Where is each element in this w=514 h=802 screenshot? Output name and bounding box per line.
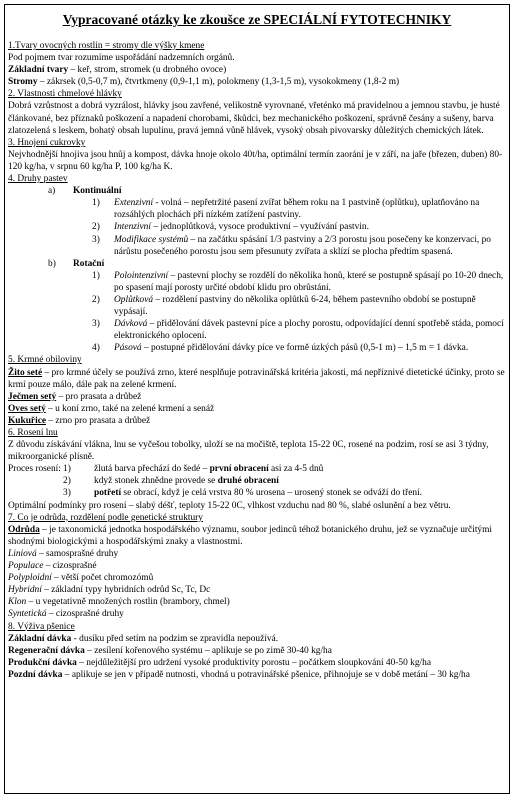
document-page [4, 4, 510, 794]
item-term: Polointenzivní [114, 270, 169, 281]
list-item [8, 560, 506, 572]
item-term: Dávková [114, 319, 148, 330]
process-step [8, 475, 506, 487]
section-1-line-2 [8, 64, 506, 76]
item-term: Kukuřice [8, 415, 47, 426]
item-term: Základní dávka [8, 633, 72, 644]
section-2-heading: 2. Vlastnosti chmelové hlávky [8, 89, 122, 100]
list-item [8, 645, 506, 657]
process-step [8, 463, 506, 475]
item-term: Oplůtková [114, 294, 154, 305]
item-number: 1) [92, 270, 100, 281]
item-desc: – samosprašné druhy [36, 548, 119, 559]
item-term: Pozdní dávka [8, 669, 63, 680]
item-desc: – na začátku spásání 1/3 pastviny a 2/3 porostu jsou posečeny ke konzervaci, po nárůstu posečeného porostu jsou sem přesunuty zvířata a sklízí se plocha předtím spasená. [114, 234, 491, 257]
item-desc: - volná – nepřetržité pasení zvířat během roku na 1 pastvině (oplůtku), uplatňováno na rozsáhlých plochách při nízkém zatížení pastviny. [114, 198, 480, 221]
step-text: se obrací, když je celá vrstva 80 % urosena – urosený stonek se odváží do tření. [121, 488, 423, 499]
item-number: 2) [92, 222, 100, 233]
section-7-definition [8, 524, 506, 548]
item-number: 3) [92, 319, 100, 330]
item-term: Modifikace systémů [114, 234, 189, 245]
item-term: Ječmen setý [8, 391, 57, 402]
item-number: 4) [92, 343, 100, 354]
subsection-b [8, 258, 506, 270]
list-item [8, 633, 506, 645]
item-term: Hybridní [8, 585, 42, 596]
item-desc: - dusíku před setím na podzim se zpravidla nepoužívá. [71, 633, 279, 644]
list-item [8, 197, 506, 221]
step-text: žlutá barva přechází do šedé – [94, 464, 210, 475]
subsection-title: Rotační [73, 258, 105, 269]
process-step [8, 487, 506, 499]
section-6-heading: 6. Rosení lnu [8, 428, 58, 438]
list-item [8, 294, 506, 318]
item-term: Pásová [114, 343, 142, 354]
list-item [8, 596, 506, 608]
section-1-line-3 [8, 76, 506, 88]
section-4-heading: 4. Druhy pastev [8, 174, 68, 185]
list-item [8, 572, 506, 584]
item-term: Extenzivní [114, 198, 154, 209]
section-3-text: Nejvhodnější hnojiva jsou hnůj a kompost, dávka hnoje okolo 40t/ha, optimální termín zaorání je v září, na jaře (březen, duben) 80-120 kg/ha, v srpnu 60 kg/ha P, 100 kg/ha K. [8, 149, 503, 172]
item-term: Polyploidní [8, 573, 52, 584]
section-3-heading: 3. Hnojení cukrovky [8, 137, 86, 148]
step-number: 3) [63, 488, 71, 499]
item-number: 1) [92, 198, 100, 209]
list-item [8, 367, 506, 391]
page-title: Vypracované otázky ke zkoušce ze SPECIÁLNÍ FYTOTECHNIKY [62, 12, 452, 27]
item-desc: – postupné přidělování dávky píce ve formě úzkých pásů (0,5-1 m) – 1,5 m = 1 dávka. [141, 343, 469, 354]
list-item [8, 342, 506, 354]
term-desc: – je taxonomická jednotka hospodářského významu, soubor jedinců téhož botanického druhu, jež se vyznačuje určitými shodnými biologickými a hospodářskými znaky a vlastnostmi. [8, 524, 493, 547]
step-text: asi za 4-5 dnů [268, 464, 324, 475]
list-item [8, 318, 506, 342]
step-number: 2) [63, 476, 71, 487]
step-term: potřetí [94, 488, 122, 499]
step-text: když stonek zhnědne provede se [94, 476, 218, 487]
list-item [8, 415, 506, 427]
item-term: Produkční dávka [8, 657, 77, 668]
section-8-heading: 8. Výživa pšenice [8, 621, 75, 632]
item-desc: – základní typy hybridních odrůd Sc, Tc, Dc [41, 585, 211, 596]
item-desc: – zesílení kořenového systému – aplikuje se po zimě 30-40 kg/ha [84, 645, 332, 656]
item-term: Klon [8, 597, 27, 608]
item-desc: – cizosprašné druhy [46, 609, 124, 620]
item-number: 2) [92, 294, 100, 305]
subsection-label: b) [48, 258, 56, 269]
list-item [8, 270, 506, 294]
list-item [8, 234, 506, 258]
list-item [8, 403, 506, 415]
item-desc: – u vegetativně množených rostlin (brambory, chmel) [26, 597, 230, 608]
item-desc: – přidělování dávek pastevní píce a plochy porostu, odpovídající denní spotřebě stáda, pomocí elektronického oplocení. [114, 319, 504, 342]
item-term: Syntetická [8, 609, 47, 620]
item-term: Intenzivní [114, 222, 151, 233]
list-item [8, 584, 506, 596]
section-1-heading: 1.Tvary ovocných rostlin = stromy dle výšky kmene [8, 41, 205, 51]
item-desc: – cizosprašné [43, 561, 97, 572]
item-desc: – zrno pro prasata a drůbež [46, 415, 151, 426]
section-6-text: Z důvodu získávání vlákna, lnu se vyčešou tobolky, uloží se na močiště, teplota 15-22 0C, rosené na podzim, rosí se asi 3 týdny, mikroorganické plísně. [8, 440, 489, 463]
list-item [8, 657, 506, 669]
subsection-a [8, 185, 506, 197]
item-desc: – pro prasata a drůbež [56, 391, 142, 402]
list-item [8, 548, 506, 560]
step-term: první obracení [209, 464, 269, 475]
step-number: 1) [63, 464, 71, 475]
subsection-label: a) [48, 186, 56, 197]
item-desc: – pro krmné účely se používá zrno, které nesplňuje potravinářská kritéria jakosti, má nepříznivé dietetické účinky, proto se krmí pouze málo, dále pak na zelené krmení. [8, 367, 505, 390]
list-item [8, 221, 506, 233]
section-7-heading: 7. Co je odrůda, rozdělení podle genetické struktury [8, 512, 203, 523]
section-6-text-2: Optimální podmínky pro rosení – slabý déšť, teploty 15-22 0C, vlhkost vzduchu nad 80 %, slabé oslunění a bez větru. [8, 500, 451, 511]
item-desc: – větší počet chromozómů [51, 573, 154, 584]
process-label: Proces rosení: [8, 464, 61, 475]
section-2-text: Dobrá vzrůstnost a dobrá vyzrálost, hlávky jsou zavřené, velikostně vyrovnané, vřeténko má pravidelnou a jemnou stavbu, je husté článkované, bez příznaků poškození a napadení chorobami, škůdci, bez mechanického poškození, správně česány a sušeny, barva zlatozelená s leskem, bohatý obsah lupulinu, pravá jemná vůně hlávek, vysoký obsah pivovarsky důležitých chemických látek. [8, 101, 500, 136]
item-desc: – aplikuje se jen v případě nutnosti, vhodná u potravinářské pšenice, přihnojuje se v době metání – 30 kg/ha [62, 669, 470, 680]
step-term: druhé obracení [217, 476, 279, 487]
item-desc: – rozdělení pastviny do několika oplůtků 6-24, během pastevního období se postupně vypásají. [114, 294, 476, 318]
item-term: Regenerační dávka [8, 645, 85, 656]
item-desc: – jednoplůtková, vysoce produktivní – využívání pastvin. [150, 222, 369, 233]
item-term: Žito seté [8, 367, 43, 378]
list-item [8, 608, 506, 620]
section-5-heading: 5. Krmné obiloviny [8, 355, 82, 366]
item-desc: – u koní zrno, také na zelené krmení a senáž [45, 403, 215, 414]
term-odruda: Odrůda [8, 524, 40, 535]
item-term: Oves setý [8, 403, 46, 414]
item-desc: – pastevní plochy se rozdělí do několika honů, které se postupně spásají po 10-20 dnech, po spasení mají porosty určité období klidu pro obrůstání. [114, 270, 504, 293]
item-term: Liniová [8, 548, 37, 559]
item-number: 3) [92, 234, 100, 245]
section-1-line-1: Pod pojmem tvar rozumíme uspořádání nadzemních orgánů. [8, 53, 235, 64]
subsection-title: Kontinuální [73, 186, 122, 197]
term-desc: – keř, strom, stromek (u drobného ovoce) [68, 65, 227, 76]
term-zakladni-tvary: Základní tvary [8, 65, 69, 76]
list-item [8, 391, 506, 403]
list-item [8, 669, 506, 681]
term-desc: – zákrsek (0,5-0,7 m), čtvrtkmeny (0,9-1,1 m), polokmeny (1,3-1,5 m), vysokokmeny (1,8-2 m) [37, 77, 400, 88]
term-stromy: Stromy [8, 77, 38, 88]
item-desc: – nejdůležitější pro udržení vysoké produktivity porostu – počátkem sloupkování 40-50 kg/ha [76, 657, 431, 668]
item-term: Populace [8, 561, 44, 572]
